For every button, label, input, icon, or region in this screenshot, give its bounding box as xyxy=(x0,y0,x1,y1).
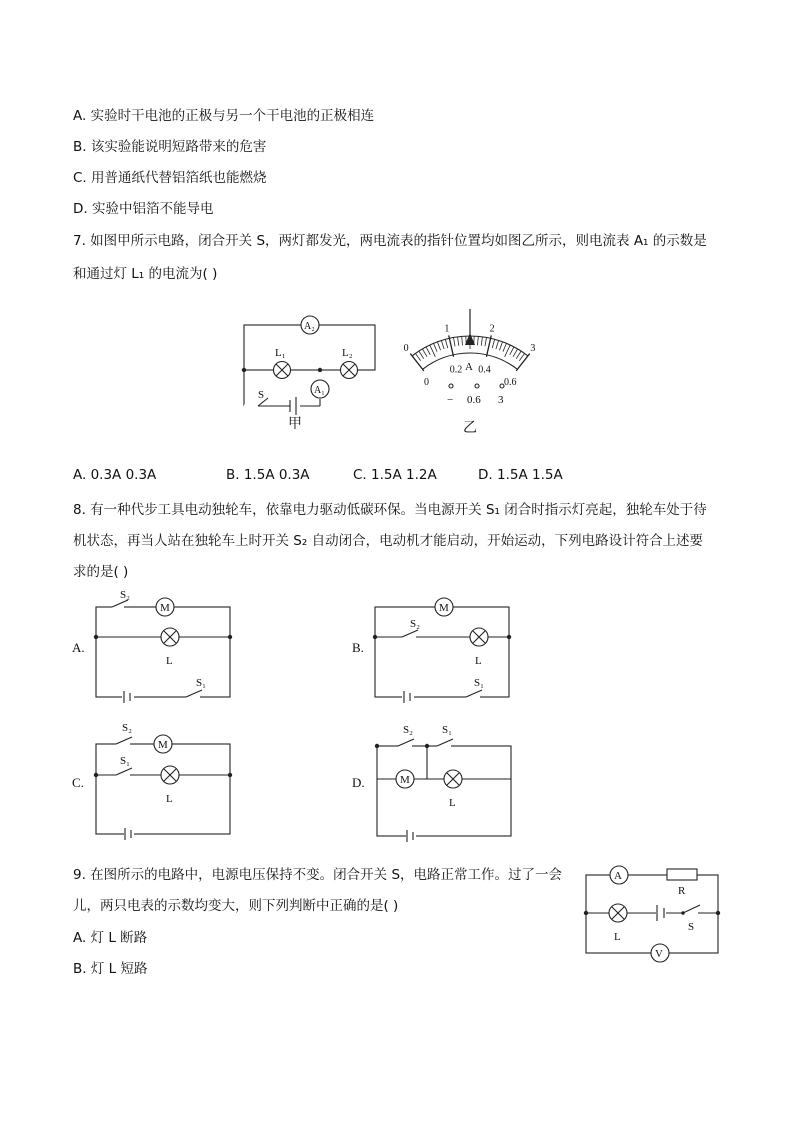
q9-option-a: A. 灯 L 断路 xyxy=(73,930,148,946)
q8-b-s1: S₁ xyxy=(474,677,484,689)
q8-c-label: C. xyxy=(72,775,84,790)
q8-b-s2: S₂ xyxy=(410,618,420,630)
q8-c-s1: S₁ xyxy=(120,755,130,767)
q8-d-s1: S₁ xyxy=(442,724,452,736)
q8-a-lamp: L xyxy=(166,655,173,667)
q9-resistor: R xyxy=(678,885,686,897)
q7-option-b: B. 1.5A 0.3A xyxy=(226,467,310,483)
q9-voltmeter: V xyxy=(655,948,663,960)
q9-stem-line2: 儿，两只电表的示数均变大，则下列判断中正确的是( ) xyxy=(73,898,399,914)
q8-d-s2: S₂ xyxy=(403,724,413,736)
q7-option-d: D. 1.5A 1.5A xyxy=(478,467,563,483)
q7-s-label: S xyxy=(258,389,265,401)
q6-option-c: C. 用普通纸代替铝箔纸也能燃烧 xyxy=(73,170,267,186)
q8-d-label: D. xyxy=(352,775,365,790)
q8-a-s1: S₁ xyxy=(196,677,206,689)
meter-inner-tick-label: 0.4 xyxy=(478,364,491,376)
q7-l2-label: L₂ xyxy=(342,347,353,359)
q8-b-lamp: L xyxy=(475,655,482,667)
q9-option-b: B. 灯 L 短路 xyxy=(73,961,148,977)
meter-inner-tick-label: 0 xyxy=(423,376,429,388)
q7-stem-line2: 和通过灯 L₁ 的电流为( ) xyxy=(73,266,218,282)
q7-fig-yi-caption: 乙 xyxy=(463,420,477,436)
meter-outer-tick-label: 3 xyxy=(530,342,536,354)
q7-option-a: A. 0.3A 0.3A xyxy=(73,467,157,483)
q7-option-c: C. 1.5A 1.2A xyxy=(353,467,437,483)
meter-inner-tick-label: 0.2 xyxy=(449,364,463,376)
q7-a1-label: A₁ xyxy=(314,385,325,396)
q8-stem-line3: 求的是( ) xyxy=(73,564,129,580)
q6-option-d: D. 实验中铝箔不能导电 xyxy=(73,201,214,217)
q7-l1-label: L₁ xyxy=(275,347,286,359)
q9-lamp: L xyxy=(614,931,621,943)
q9-stem-line1: 9. 在图所示的电路中，电源电压保持不变。闭合开关 S，电路正常工作。过了一会 xyxy=(73,867,563,883)
q7-fig-jia-caption: 甲 xyxy=(288,416,302,432)
meter-outer-tick-label: 1 xyxy=(444,323,450,335)
q6-option-b: B. 该实验能说明短路带来的危害 xyxy=(73,139,267,155)
q8-d-lamp: L xyxy=(449,797,456,809)
q7-stem-line1: 7. 如图甲所示电路，闭合开关 S，两灯都发光，两电流表的指针位置均如图乙所示，则电流表 A₁ 的示数是 xyxy=(73,233,707,249)
meter-outer-tick-label: 0 xyxy=(403,342,409,354)
q8-a-label: A. xyxy=(72,640,85,655)
q9-switch: S xyxy=(688,921,695,933)
meter-outer-tick-label: 2 xyxy=(489,323,495,335)
q9-ammeter: A xyxy=(614,870,622,882)
q8-a-motor: M xyxy=(160,602,170,614)
q8-a-s2: S₂ xyxy=(120,589,130,601)
meter-terminal-0-6: 0.6 xyxy=(467,394,481,406)
q8-d-motor: M xyxy=(400,774,410,786)
q8-c-s2: S₂ xyxy=(122,722,132,734)
q8-stem-line2: 机状态，再当人站在独轮车上时开关 S₂ 自动闭合，电动机才能启动，开始运动，下列电路设计符合上述要 xyxy=(73,533,704,549)
meter-terminal-3: 3 xyxy=(498,394,504,406)
q8-stem-line1: 8. 有一种代步工具电动独轮车，依靠电力驱动低碳环保。当电源开关 S₁ 闭合时指示灯亮起，独轮车处于待 xyxy=(73,502,707,518)
q6-option-a: A. 实验时干电池的正极与另一个干电池的正极相连 xyxy=(73,108,375,124)
meter-inner-tick-label: 0.6 xyxy=(504,376,517,388)
q7-a2-label: A₂ xyxy=(304,321,315,332)
meter-terminal-minus: − xyxy=(447,394,454,406)
q8-c-motor: M xyxy=(158,739,168,751)
q8-c-lamp: L xyxy=(166,793,173,805)
meter-unit-label: A xyxy=(465,361,473,373)
q8-b-motor: M xyxy=(439,602,449,614)
q8-b-label: B. xyxy=(352,640,364,655)
